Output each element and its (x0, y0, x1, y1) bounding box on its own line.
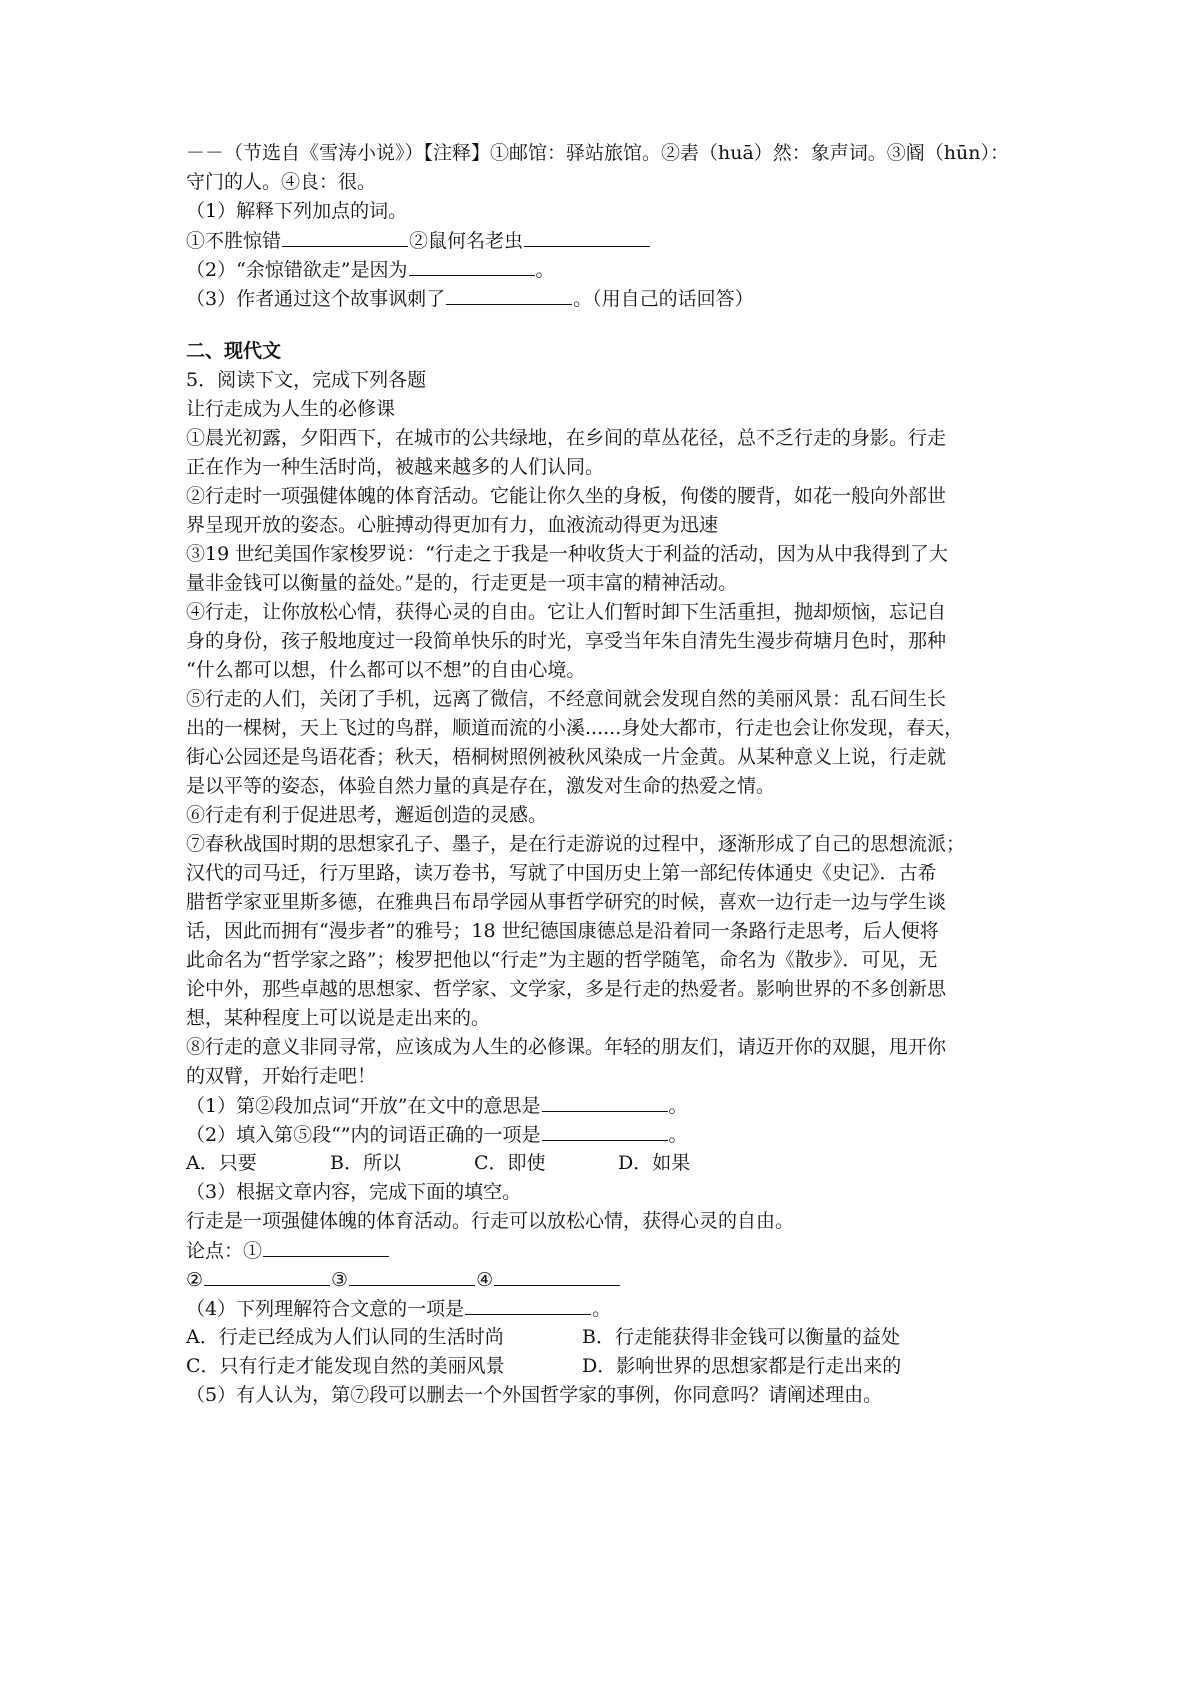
marker: ② (186, 1269, 204, 1291)
question-text: 。（用自己的话回答） (573, 288, 754, 310)
article-line: ⑤行走的人们，关闭了手机，远离了微信，不经意间就会发现自然的美丽风景：乱石间生长 (186, 688, 947, 710)
answer-blank[interactable] (446, 284, 572, 305)
question-text: （3）作者通过这个故事讽刺了 (186, 288, 446, 310)
choice-options (186, 1352, 1026, 1381)
answer-blank[interactable] (349, 1265, 475, 1286)
article-line: 是以平等的姿态，体验自然力量的真是存在，激发对生命的热爱之情。 (186, 775, 776, 797)
answer-blank[interactable] (282, 226, 408, 247)
choice-option[interactable]: D．如果 (618, 1152, 691, 1174)
article-line: ④行走，让你放松心情，获得心灵的自由。它让人们暂时卸下生活重担，抛却烦恼，忘记自 (186, 601, 947, 623)
marker: ④ (476, 1269, 494, 1291)
answer-blank[interactable] (465, 1294, 591, 1315)
question-text: 。 (668, 1095, 688, 1117)
answer-blank[interactable] (204, 1265, 330, 1286)
source-note-line: 守门的人。④良：很。 (186, 171, 377, 193)
section-heading: 二、现代文 (186, 340, 282, 362)
article-line: 量非金钱可以衡量的益处。”是的，行走更是一项丰富的精神活动。 (186, 572, 738, 594)
answer-blank[interactable] (263, 1236, 389, 1257)
choice-option[interactable]: C．即使 (474, 1152, 546, 1174)
article-line: 汉代的司马迁，行万里路，读万卷书，写就了中国历史上第一部纪传体通史《史记》．古希 (186, 862, 937, 884)
question-text: 。 (535, 259, 555, 281)
question-text: （4）下列理解符合文意的一项是 (186, 1298, 465, 1320)
source-note-line: －－（节选自《雪涛小说》）【注释】①邮馆：驿站旅馆。②砉（huā）然：象声词。③阍（hūn）： (186, 142, 1010, 164)
article-line: 此命名为“哲学家之路”；梭罗把他以“行走”为主题的哲学随笔，命名为《散步》．可见，无 (186, 949, 938, 971)
answer-blank[interactable] (409, 255, 535, 276)
choice-options (186, 1323, 1026, 1352)
article-line: ③19 世纪美国作家梭罗说：“行走之于我是一种收货大于利益的活动，因为从中我得到了大 (186, 543, 948, 565)
question-text: （1）第②段加点词“开放”在文中的意思是 (186, 1095, 541, 1117)
article-line: 的双臂，开始行走吧！ (186, 1065, 377, 1087)
question-text: （2）“余惊错欲走”是因为 (186, 259, 408, 281)
reading-question-3-text: 行走是一项强健体魄的体育活动。行走可以放松心情，获得心灵的自由。 (186, 1210, 795, 1232)
article-line: ⑥行走有利于促进思考，邂逅创造的灵感。 (186, 804, 548, 826)
question-2 (186, 255, 1026, 284)
article-line: ②行走时一项强健体魄的体育活动。它能让你久坐的身板，佝偻的腰背，如花一般向外部世 (186, 485, 947, 507)
exam-page (186, 139, 1026, 1410)
article-line: 街心公园还是鸟语花香；秋天，梧桐树照例被秋风染成一片金黄。从某种意义上说，行走就 (186, 746, 947, 768)
article-line: 论中外，那些卓越的思想家、哲学家、文学家，多是行走的热爱者。影响世界的不多创新思 (186, 978, 947, 1000)
article-line: 话，因此而拥有“漫步者”的雅号；18 世纪德国康德总是沿着同一条路行走思考，后人便将 (186, 920, 939, 942)
reading-question-3: （3）根据文章内容，完成下面的填空。 (186, 1181, 522, 1203)
question-text: 。 (592, 1298, 612, 1320)
question-1-item-b: ②鼠何名老虫 (409, 230, 524, 252)
task-line: 5．阅读下文，完成下列各题 (186, 369, 427, 391)
argument-blanks (186, 1265, 1026, 1294)
article-line: 界呈现开放的姿态。心脏搏动得更加有力，血液流动得更为迅速 (186, 514, 719, 536)
reading-question-1 (186, 1091, 1026, 1120)
question-text: 论点：① (186, 1240, 263, 1262)
article-line: ⑦春秋战国时期的思想家孔子、墨子，是在行走游说的过程中，逐渐形成了自己的思想流派； (186, 833, 966, 855)
article-line: 想，某种程度上可以说是走出来的。 (186, 1007, 491, 1029)
choice-option[interactable]: B．所以 (330, 1152, 401, 1174)
article-title: 让行走成为人生的必修课 (186, 398, 396, 420)
question-3 (186, 284, 1026, 313)
question-text: 。 (668, 1124, 688, 1146)
choice-options (186, 1149, 1026, 1178)
reading-question-2 (186, 1120, 1026, 1149)
article-line: ①晨光初露，夕阳西下，在城市的公共绿地，在乡间的草丛花径，总不乏行走的身影。行走 (186, 427, 947, 449)
marker: ③ (331, 1269, 349, 1291)
choice-option[interactable]: A．行走已经成为人们认同的生活时尚 (186, 1326, 504, 1348)
article-line: ⑧行走的意义非同寻常，应该成为人生的必修课。年轻的朋友们，请迈开你的双腿，甩开你 (186, 1036, 947, 1058)
argument-line (186, 1236, 1026, 1265)
choice-option[interactable]: C．只有行走才能发现自然的美丽风景 (186, 1355, 505, 1377)
question-text: （2）填入第⑤段“”内的词语正确的一项是 (186, 1124, 541, 1146)
answer-blank[interactable] (542, 1091, 668, 1112)
article-line: 出的一棵树，天上飞过的鸟群，顺道而流的小溪......身处大都市，行走也会让你发现，春天， (186, 717, 964, 739)
article-line: “什么都可以想，什么都可以不想”的自由心境。 (186, 659, 586, 681)
choice-option[interactable]: A．只要 (186, 1152, 257, 1174)
answer-blank[interactable] (524, 226, 650, 247)
question-1: （1）解释下列加点的词。 (186, 200, 408, 222)
choice-option[interactable]: D．影响世界的思想家都是行走出来的 (582, 1355, 902, 1377)
reading-question-4 (186, 1294, 1026, 1323)
answer-blank[interactable] (542, 1120, 668, 1141)
article-line: 正在作为一种生活时尚，被越来越多的人们认同。 (186, 456, 605, 478)
question-1-item-a: ①不胜惊错 (186, 230, 282, 252)
article-line: 身的身份，孩子般地度过一段简单快乐的时光，享受当年朱自清先生漫步荷塘月色时，那种 (186, 630, 947, 652)
choice-option[interactable]: B．行走能获得非金钱可以衡量的益处 (582, 1326, 900, 1348)
question-1-blanks (186, 226, 1026, 255)
answer-blank[interactable] (494, 1265, 620, 1286)
reading-question-5: （5）有人认为，第⑦段可以删去一个外国哲学家的事例，你同意吗？请阐述理由。 (186, 1384, 883, 1406)
article-line: 腊哲学家亚里斯多德，在雅典吕布昂学园从事哲学研究的时候，喜欢一边行走一边与学生谈 (186, 891, 947, 913)
